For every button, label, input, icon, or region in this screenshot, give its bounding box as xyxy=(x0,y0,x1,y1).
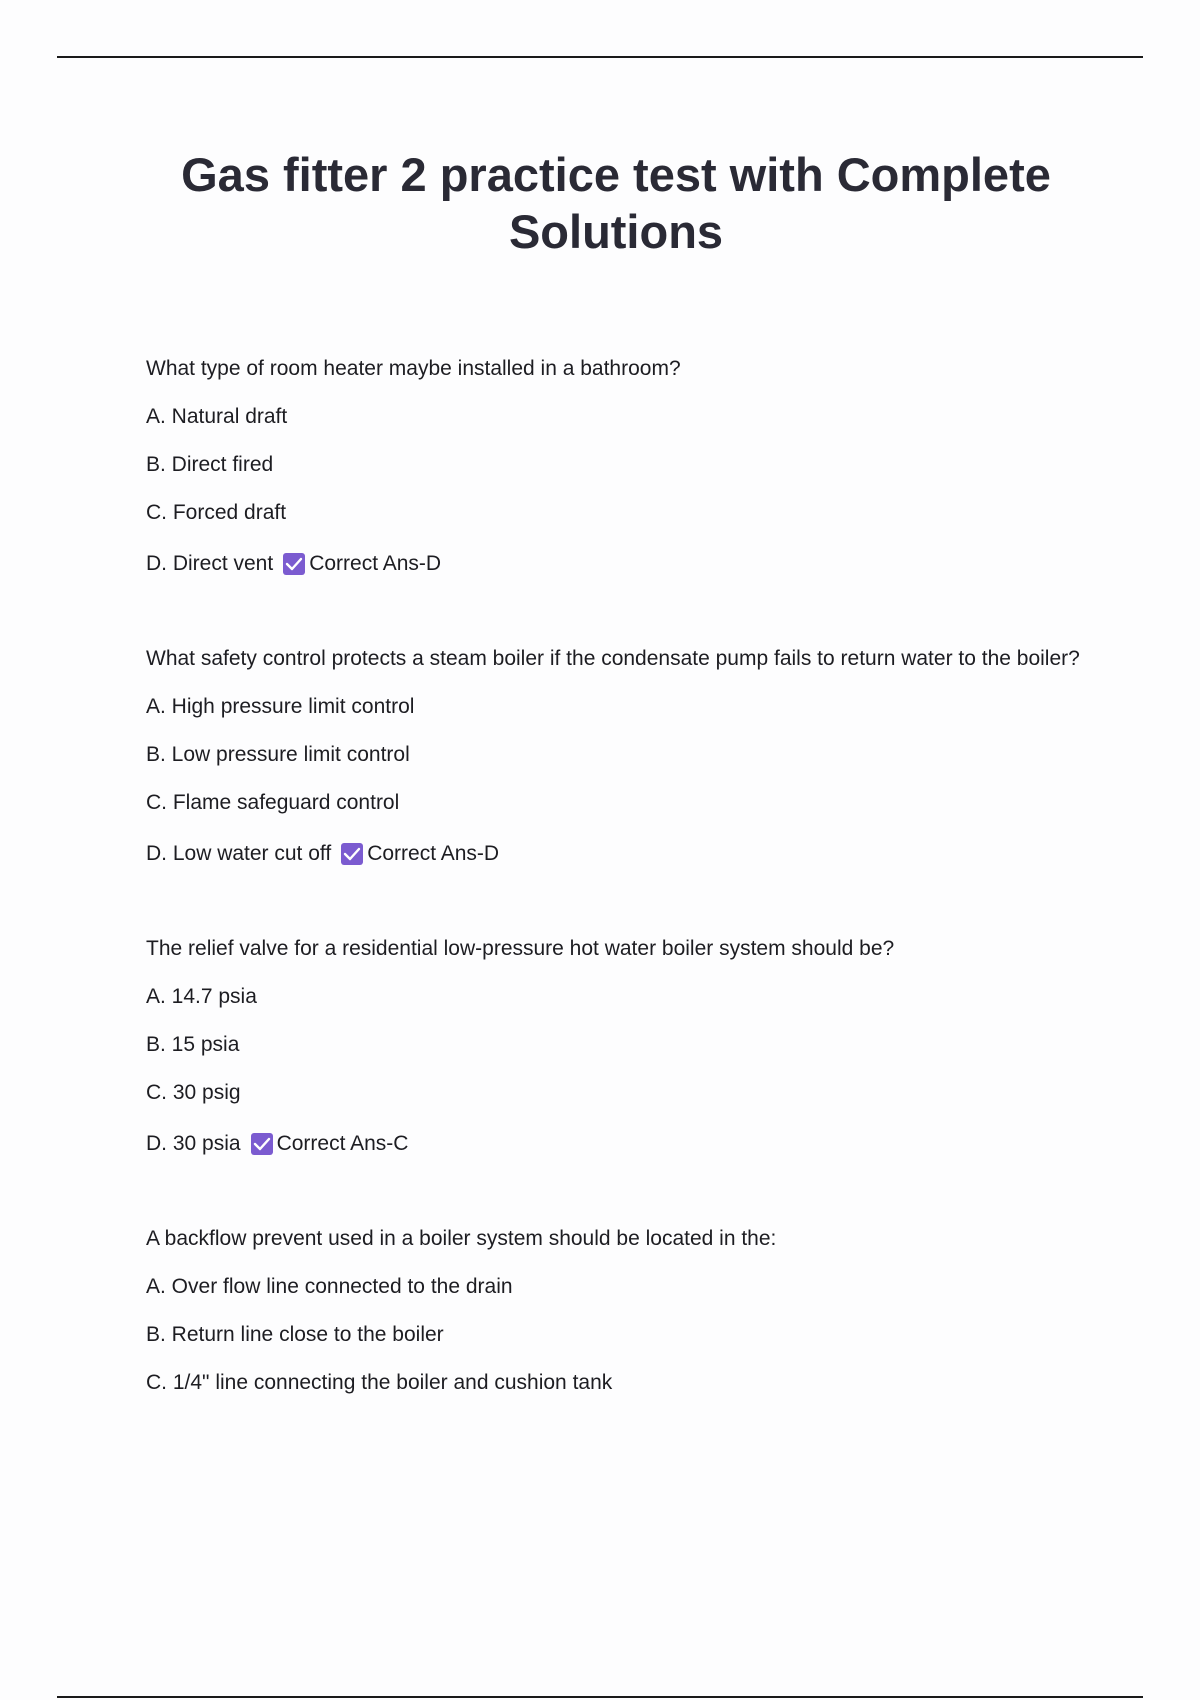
question-block xyxy=(146,643,1086,870)
option-c xyxy=(146,1366,1086,1399)
option-text: D. Direct vent xyxy=(146,552,274,575)
question-text: The relief valve for a residential low-pressure hot water boiler system should be? xyxy=(146,937,895,960)
option-d xyxy=(146,837,1086,870)
correct-answer: Correct Ans-C xyxy=(276,1132,409,1155)
option-text: B. 15 psia xyxy=(146,1033,240,1056)
option-text: D. 30 psia xyxy=(146,1132,241,1155)
question-text: What type of room heater maybe installed in a bathroom? xyxy=(146,357,681,380)
option-c xyxy=(146,786,1086,819)
question-text: What safety control protects a steam boiler if the condensate pump fails to return water to the boiler? xyxy=(146,647,1080,670)
option-b xyxy=(146,738,1086,771)
question-text: A backflow prevent used in a boiler system should be located in the: xyxy=(146,1227,777,1250)
bottom-rule xyxy=(57,1696,1143,1698)
option-text: D. Low water cut off xyxy=(146,842,332,865)
option-text: B. Low pressure limit control xyxy=(146,743,410,766)
option-text: A. 14.7 psia xyxy=(146,985,257,1008)
option-b xyxy=(146,1318,1086,1351)
question-block xyxy=(146,353,1086,580)
option-a xyxy=(146,690,1086,723)
option-text: B. Direct fired xyxy=(146,453,274,476)
option-text: C. Forced draft xyxy=(146,501,287,524)
option-text: A. High pressure limit control xyxy=(146,695,415,718)
option-text: A. Natural draft xyxy=(146,405,288,428)
correct-answer: Correct Ans-D xyxy=(367,842,500,865)
question-list xyxy=(146,353,1086,1462)
option-c xyxy=(146,496,1086,529)
check-box-icon xyxy=(251,1133,273,1155)
correct-answer: Correct Ans-D xyxy=(309,552,442,575)
check-box-icon xyxy=(341,843,363,865)
option-c xyxy=(146,1076,1086,1109)
option-text: C. Flame safeguard control xyxy=(146,791,400,814)
option-d xyxy=(146,547,1086,580)
option-text: C. 30 psig xyxy=(146,1081,241,1104)
option-text: B. Return line close to the boiler xyxy=(146,1323,444,1346)
option-text: C. 1/4" line connecting the boiler and cushion tank xyxy=(146,1371,613,1394)
document-title: Gas fitter 2 practice test with Complete Solutions xyxy=(181,148,1051,258)
question-block xyxy=(146,933,1086,1160)
option-d xyxy=(146,1127,1086,1160)
top-rule xyxy=(57,56,1143,58)
option-b xyxy=(146,448,1086,481)
option-a xyxy=(146,980,1086,1013)
option-b xyxy=(146,1028,1086,1061)
option-text: A. Over flow line connected to the drain xyxy=(146,1275,513,1298)
question-block xyxy=(146,1223,1086,1399)
option-a xyxy=(146,1270,1086,1303)
check-box-icon xyxy=(283,553,305,575)
option-a xyxy=(146,400,1086,433)
